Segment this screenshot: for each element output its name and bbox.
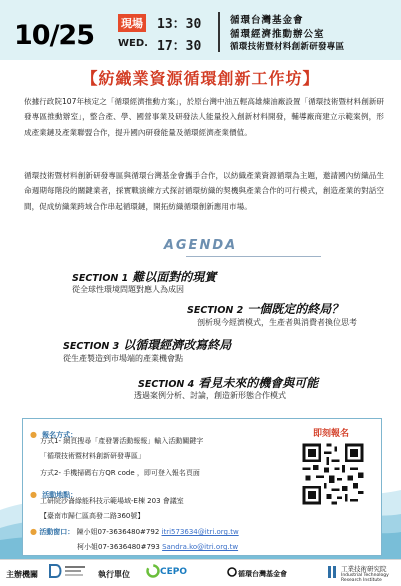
section-1-subtitle: 從全球性環境問題對應人為成因 [72,285,184,294]
section-3-header [63,336,231,353]
section-3-label: SECTION 3 [63,341,120,352]
bullet-icon: ● [30,430,37,439]
executor-label: 執行單位 [98,570,130,579]
header-divider [218,12,220,52]
start-time: 13：30 [157,17,202,32]
page-title: 【紡織業資源循環創新工作坊】 [81,69,320,88]
intro-paragraph-1: 依據行政院107年核定之「循環經濟推動方案」，於原台灣中油五輕高雄煉油廠設置「循環技術暨材料創新研發專區推動辦室」，整合產、學、國營事業及研發法人能量投入創新材料開發，輔導廠商建立示範案例，形成產業鏈及產業聯盟合作，提升國內研發能量及循環經濟產業價值。 [24,97,385,137]
cepo-logo-icon [146,564,160,578]
contact-1-email[interactable]: itri573634@itri.org.tw [161,528,239,536]
contact-row-1 [30,527,239,537]
venue-name: 工研院沙崙綠能科技示範場域-E棟 203 會議室 [40,497,184,505]
venue-label: 活動地點： [42,491,78,499]
itri-name-en-1: Industrial Technology [341,573,389,578]
section-3-subtitle: 從生產製造到市場端的產業機會點 [63,354,183,363]
agenda-divider [186,256,321,257]
contact-1-phone: 陳小姐07-3636480#792 [76,528,160,536]
contact-2-email[interactable]: Sandra.ko@itri.org.tw [162,543,239,551]
section-3-title: 以循環經濟改寫終局 [123,338,232,352]
organizer-1: 循環台灣基金會 [230,15,304,26]
contact-row-2 [77,542,238,552]
bullet-icon: ● [30,527,37,536]
itri-name [341,566,389,583]
itri-name-en-2: Research Institute [341,578,382,583]
register-label: 報名方式： [42,431,78,439]
section-1-header [72,268,216,285]
section-4-header [138,374,318,391]
section-2-title: 一個既定的終局？ [247,302,344,316]
qr-code-icon[interactable] [300,441,366,507]
venue-address: 【臺南市歸仁區高發二路360號】 [40,512,145,520]
section-1-title: 難以面對的現實 [132,270,217,284]
itri-name-zh: 工業技術研究院 [341,565,387,573]
weekday: WED. [118,38,148,49]
section-4-subtitle: 透過案例分析、討論，創造新形態合作模式 [134,391,286,400]
cepo-logo-text: CEPO [160,567,187,577]
contact-2-phone: 柯小姐07-3636480#793 [77,543,160,551]
intro-paragraph-2: 循環技術暨材料創新研發專區與循環台灣基金會攜手合作，以紡織產業資源循環為主題，邀請國內紡織品生命週期每階段的關鍵業者，採實戰演練方式探討循環紡織的契機與產業合作的可行模式，創造產業的對話空間，促成紡織業跨域合作串起循環鏈，開拓紡織循環創新應用市場。 [24,171,384,211]
organizer-2: 循環經濟推動辦公室 [230,29,325,40]
onsite-badge: 現場 [118,14,146,32]
event-date: 10/25 [14,20,95,51]
host-logo-icon [48,563,88,579]
end-time: 17：30 [157,39,202,54]
section-2-header [187,300,343,317]
section-4-label: SECTION 4 [138,379,195,390]
section-2-subtitle: 剖析現今經濟模式，生產者與消費者換位思考 [197,318,357,327]
section-2-label: SECTION 2 [187,305,244,316]
host-label: 主辦機關 [6,570,38,579]
agenda-heading: AGENDA [163,238,238,253]
foundation-name: 循環台灣基金會 [238,570,287,578]
bullet-icon: ● [30,490,37,499]
itri-logo-icon [327,565,339,579]
register-keyword: 「循環技術暨材料創新研發專區」 [40,452,145,460]
organizer-3: 循環技術暨材料創新研發專區 [230,42,345,52]
contact-label: 活動窗口： [39,528,75,536]
section-1-label: SECTION 1 [72,273,129,284]
section-4-title: 看見未來的機會與可能 [198,376,319,390]
register-method-1: 方式1- 網頁搜尋「產發署活動報報」輸入活動關鍵字 [40,437,204,445]
foundation-logo-icon [227,567,237,577]
register-method-2: 方式2- 手機掃碼右方QR code ，即可登入報名頁面 [40,469,200,477]
qr-label: 即刻報名 [313,429,350,439]
